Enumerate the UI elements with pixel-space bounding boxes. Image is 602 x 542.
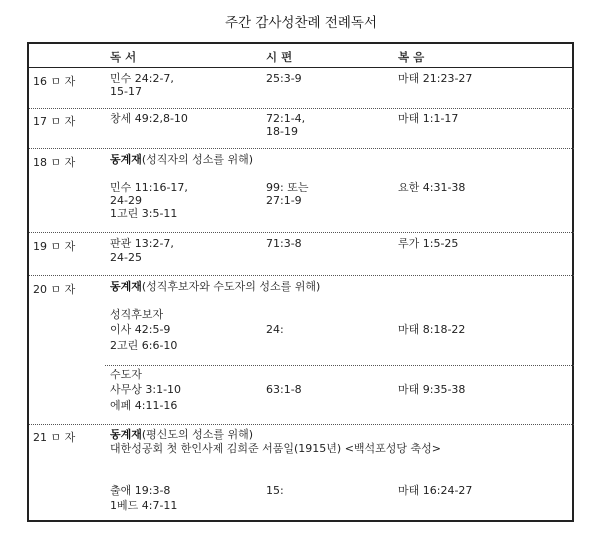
psalm-line: 63:1-8 bbox=[266, 383, 302, 396]
psalm-line: 25:3-9 bbox=[266, 72, 302, 85]
observance-note bbox=[110, 429, 253, 442]
observance-head: 동계재 bbox=[110, 428, 142, 441]
reading-line: 24-29 bbox=[110, 194, 142, 207]
reading-line: 24-25 bbox=[110, 251, 142, 264]
page-title: 주간 감사성찬례 전례독서 bbox=[224, 15, 378, 31]
row-day: 21 ㅁ 자 bbox=[33, 431, 76, 444]
gospel-line: 마태 8:18-22 bbox=[398, 323, 466, 336]
psalm-line: 99: 또는 bbox=[266, 181, 309, 194]
header-psalm: 시 편 bbox=[266, 50, 293, 64]
psalm-line: 15: bbox=[266, 484, 284, 497]
observance-note-line2: 대한성공회 첫 한인사제 김희준 서품일(1915년) <백석포성당 축성> bbox=[110, 442, 442, 455]
psalm-line: 18-19 bbox=[266, 125, 298, 138]
row-day: 16 ㅁ 자 bbox=[33, 75, 76, 88]
row-day: 17 ㅁ 자 bbox=[33, 115, 76, 128]
observance-detail: (평신도의 성소를 위해) bbox=[141, 428, 254, 441]
observance-detail: (성직자의 성소를 위해) bbox=[141, 153, 254, 166]
group-divider bbox=[105, 365, 574, 366]
observance-note bbox=[110, 154, 253, 167]
reading-line: 2고린 6:6-10 bbox=[110, 339, 178, 352]
gospel-line: 마태 1:1-17 bbox=[398, 112, 459, 125]
reading-line: 이사 42:5-9 bbox=[110, 323, 171, 336]
row-day: 18 ㅁ 자 bbox=[33, 156, 76, 169]
reading-line: 창세 49:2,8-10 bbox=[110, 112, 188, 125]
row-divider bbox=[29, 275, 574, 276]
gospel-line: 요한 4:31-38 bbox=[398, 181, 466, 194]
observance-head: 동계재 bbox=[110, 153, 142, 166]
row-divider bbox=[29, 232, 574, 233]
row-divider bbox=[29, 108, 574, 109]
psalm-line: 27:1-9 bbox=[266, 194, 302, 207]
reading-line: 사무상 3:1-10 bbox=[110, 383, 182, 396]
psalm-line: 71:3-8 bbox=[266, 237, 302, 250]
reading-line: 판관 13:2-7, bbox=[110, 237, 174, 250]
reading-line: 민수 24:2-7, bbox=[110, 72, 174, 85]
psalm-line: 72:1-4, bbox=[266, 112, 306, 125]
reading-line: 1베드 4:7-11 bbox=[110, 499, 178, 512]
observance-note bbox=[110, 281, 320, 294]
row-day: 20 ㅁ 자 bbox=[33, 283, 76, 296]
header-divider bbox=[29, 67, 574, 68]
observance-detail: (성직후보자와 수도자의 성소를 위해) bbox=[141, 280, 321, 293]
reading-line: 출애 19:3-8 bbox=[110, 484, 171, 497]
group-label: 성직후보자 bbox=[110, 308, 164, 321]
observance-head: 동계재 bbox=[110, 280, 142, 293]
reading-line: 에페 4:11-16 bbox=[110, 399, 178, 412]
gospel-line: 마태 9:35-38 bbox=[398, 383, 466, 396]
header-reading: 독 서 bbox=[110, 50, 137, 64]
gospel-line: 마태 21:23-27 bbox=[398, 72, 473, 85]
row-divider bbox=[29, 424, 574, 425]
psalm-line: 24: bbox=[266, 323, 284, 336]
header-gospel: 복 음 bbox=[398, 50, 425, 64]
reading-line: 15-17 bbox=[110, 85, 142, 98]
gospel-line: 마태 16:24-27 bbox=[398, 484, 473, 497]
reading-line: 1고린 3:5-11 bbox=[110, 207, 178, 220]
reading-line: 민수 11:16-17, bbox=[110, 181, 188, 194]
row-day: 19 ㅁ 자 bbox=[33, 240, 76, 253]
row-divider bbox=[29, 148, 574, 149]
group-label: 수도자 bbox=[110, 368, 142, 381]
gospel-line: 루가 1:5-25 bbox=[398, 237, 459, 250]
